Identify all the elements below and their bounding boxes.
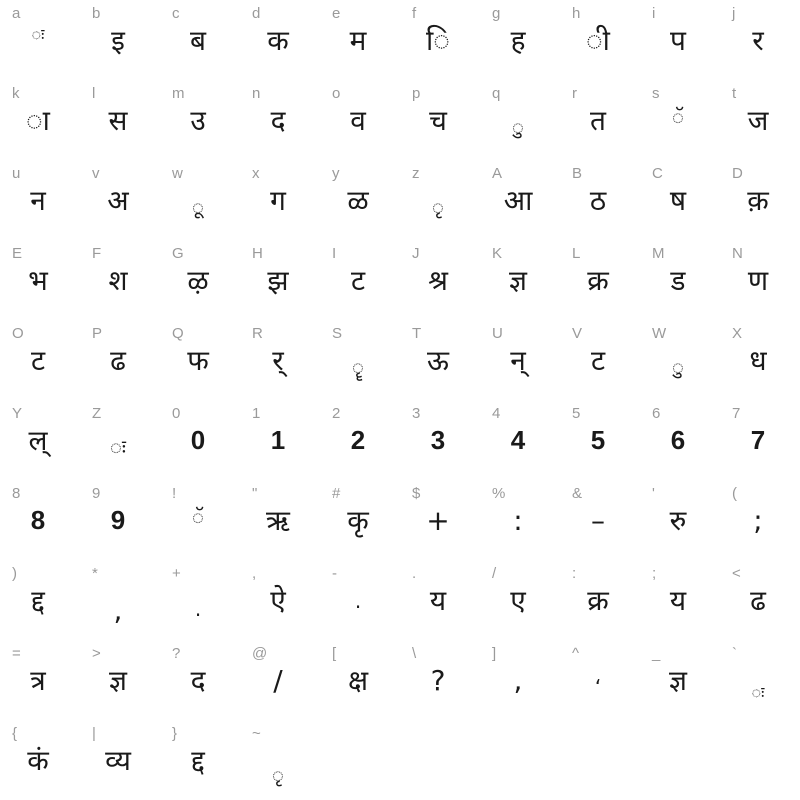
glyph-render: आ <box>503 184 533 217</box>
glyph-render: 8 <box>30 505 46 535</box>
glyph-cell[interactable] <box>246 160 326 240</box>
glyph-render: ‘ <box>594 675 602 699</box>
glyph-render: अ <box>107 184 129 217</box>
glyph-render: ट <box>350 264 366 297</box>
glyph-render: द <box>190 664 206 697</box>
glyph-render: भ <box>28 264 48 297</box>
glyph-render: श्र <box>428 264 448 297</box>
glyph-cell[interactable] <box>726 320 800 400</box>
key-label: ` <box>732 645 737 662</box>
key-label: b <box>92 5 101 22</box>
glyph-cell[interactable] <box>246 640 326 720</box>
glyph-render: कृ <box>347 504 369 537</box>
glyph-cell[interactable] <box>566 80 646 160</box>
glyph-cell[interactable] <box>86 480 166 560</box>
glyph-cell[interactable] <box>326 80 406 160</box>
key-label: X <box>732 325 743 342</box>
glyph-render: ढ <box>750 584 766 617</box>
glyph-render: क़ <box>747 184 769 217</box>
glyph-render: इ <box>111 24 125 57</box>
glyph-cell[interactable] <box>646 0 726 80</box>
key-label: y <box>332 165 340 182</box>
glyph-render: श <box>108 264 128 297</box>
glyph-cell[interactable] <box>6 400 86 480</box>
glyph-cell[interactable] <box>246 480 326 560</box>
glyph-render: ऋ <box>266 504 290 537</box>
glyph-cell[interactable] <box>326 160 406 240</box>
key-label: 6 <box>652 405 661 422</box>
glyph-cell[interactable] <box>566 240 646 320</box>
glyph-cell[interactable] <box>486 160 566 240</box>
glyph-cell[interactable] <box>646 80 726 160</box>
glyph-render: ? <box>430 664 446 697</box>
glyph-cell[interactable] <box>326 240 406 320</box>
glyph-render: झ <box>267 264 289 297</box>
glyph-render: ष <box>669 184 687 217</box>
key-label: F <box>92 245 102 262</box>
glyph-render: ल् <box>28 424 48 457</box>
key-label: + <box>172 565 181 582</box>
glyph-cell[interactable] <box>6 160 86 240</box>
glyph-render: क <box>267 24 289 57</box>
glyph-render: ड <box>670 264 686 297</box>
key-label: ? <box>172 645 181 662</box>
key-label: H <box>252 245 263 262</box>
glyph-render: र् <box>272 344 284 377</box>
glyph-cell[interactable] <box>486 480 566 560</box>
glyph-render: 4 <box>510 425 526 455</box>
key-label: . <box>412 565 417 582</box>
glyph-render: ट <box>30 344 46 377</box>
key-label: = <box>12 645 21 662</box>
glyph-cell[interactable] <box>166 80 246 160</box>
key-label: s <box>652 85 660 102</box>
glyph-render: कं <box>27 744 49 777</box>
glyph-cell[interactable] <box>6 720 86 800</box>
key-label: , <box>252 565 257 582</box>
key-label: Z <box>92 405 102 422</box>
glyph-cell[interactable] <box>486 640 566 720</box>
glyph-render: त <box>590 104 606 137</box>
glyph-render: ज्ञ <box>669 664 687 697</box>
glyph-render: त्र <box>30 664 46 697</box>
key-label: S <box>332 325 343 342</box>
key-label: 3 <box>412 405 421 422</box>
glyph-cell[interactable] <box>326 320 406 400</box>
glyph-cell[interactable] <box>166 560 246 640</box>
glyph-cell[interactable] <box>726 480 800 560</box>
glyph-render: ा <box>26 104 50 137</box>
key-label: { <box>12 725 18 742</box>
glyph-cell[interactable] <box>246 0 326 80</box>
key-label: z <box>412 165 420 182</box>
glyph-render: ग <box>270 184 286 217</box>
glyph-cell[interactable] <box>646 320 726 400</box>
glyph-render: च <box>429 104 447 137</box>
key-label: m <box>172 85 185 102</box>
key-label: D <box>732 165 743 182</box>
glyph-cell[interactable] <box>566 320 646 400</box>
glyph-render: 9 <box>110 505 126 535</box>
glyph-render: 7 <box>750 425 766 455</box>
glyph-cell[interactable] <box>166 320 246 400</box>
glyph-render: ृ <box>432 195 444 219</box>
key-label: O <box>12 325 24 342</box>
glyph-cell[interactable] <box>486 0 566 80</box>
key-label: P <box>92 325 103 342</box>
glyph-render: उ <box>190 104 206 137</box>
glyph-cell[interactable] <box>166 640 246 720</box>
glyph-cell[interactable] <box>406 480 486 560</box>
key-label: ~ <box>252 725 261 742</box>
key-label: ] <box>492 645 497 662</box>
glyph-cell[interactable] <box>646 240 726 320</box>
key-label: J <box>412 245 420 262</box>
glyph-render: ऐ <box>270 584 286 617</box>
glyph-cell[interactable] <box>86 560 166 640</box>
glyph-render: य <box>669 584 687 617</box>
glyph-render: 6 <box>670 425 686 455</box>
glyph-cell[interactable] <box>406 240 486 320</box>
glyph-render: ज <box>747 104 769 137</box>
glyph-cell[interactable] <box>566 0 646 80</box>
key-label: W <box>652 325 667 342</box>
key-label: % <box>492 485 506 502</box>
glyph-render: व <box>350 104 366 137</box>
glyph-cell[interactable] <box>566 640 646 720</box>
glyph-render: ृ <box>272 763 284 787</box>
glyph-render: द्द <box>191 744 205 777</box>
key-label: : <box>572 565 577 582</box>
glyph-cell[interactable] <box>406 320 486 400</box>
glyph-cell[interactable] <box>6 480 86 560</box>
glyph-cell[interactable] <box>6 320 86 400</box>
key-label: t <box>732 85 737 102</box>
key-label: T <box>412 325 422 342</box>
glyph-render: ; <box>753 504 763 537</box>
glyph-cell[interactable] <box>246 400 326 480</box>
glyph-render: ठ <box>589 184 607 217</box>
glyph-render: 3 <box>430 425 446 455</box>
glyph-cell[interactable] <box>86 0 166 80</box>
glyph-render: ध <box>749 344 767 377</box>
key-label: } <box>172 725 178 742</box>
key-label: f <box>412 5 417 22</box>
glyph-render: · <box>194 603 202 627</box>
key-label: e <box>332 5 341 22</box>
glyph-render: य <box>429 584 447 617</box>
glyph-render: ू <box>192 195 204 219</box>
glyph-cell[interactable] <box>726 80 800 160</box>
glyph-render: – <box>591 504 605 537</box>
glyph-cell[interactable] <box>406 0 486 80</box>
glyph-cell[interactable] <box>6 80 86 160</box>
glyph-render: म <box>349 24 367 57</box>
glyph-cell[interactable] <box>6 640 86 720</box>
glyph-cell[interactable] <box>6 560 86 640</box>
glyph-cell[interactable] <box>246 80 326 160</box>
key-label: k <box>12 85 20 102</box>
glyph-render: ः <box>110 435 126 459</box>
key-label: r <box>572 85 577 102</box>
glyph-cell[interactable] <box>646 480 726 560</box>
key-label: [ <box>332 645 337 662</box>
glyph-render: , <box>113 594 123 627</box>
glyph-cell[interactable] <box>726 400 800 480</box>
key-label: $ <box>412 485 421 502</box>
key-label: o <box>332 85 341 102</box>
key-label: " <box>252 485 258 502</box>
glyph-render: ऴ <box>187 264 209 297</box>
key-label: ) <box>12 565 17 582</box>
key-label: ' <box>652 485 655 502</box>
key-label: | <box>92 725 96 742</box>
key-label: - <box>332 565 337 582</box>
glyph-cell[interactable] <box>6 0 86 80</box>
glyph-render: , <box>513 664 523 697</box>
glyph-render: प <box>670 24 686 57</box>
glyph-cell[interactable] <box>486 80 566 160</box>
glyph-render: ॅ <box>192 505 204 529</box>
glyph-cell[interactable] <box>326 0 406 80</box>
glyph-cell[interactable] <box>6 240 86 320</box>
key-label: _ <box>652 645 661 662</box>
key-label: > <box>92 645 101 662</box>
key-label: 0 <box>172 405 181 422</box>
key-label: i <box>652 5 656 22</box>
glyph-render: द <box>270 104 286 137</box>
glyph-cell[interactable] <box>646 560 726 640</box>
glyph-render: : <box>513 504 523 537</box>
glyph-render: 1 <box>270 425 286 455</box>
key-label: E <box>12 245 23 262</box>
glyph-cell[interactable] <box>406 80 486 160</box>
glyph-cell[interactable] <box>726 240 800 320</box>
glyph-render: ण <box>747 264 769 297</box>
key-label: l <box>92 85 96 102</box>
glyph-cell[interactable] <box>86 80 166 160</box>
glyph-cell[interactable] <box>86 320 166 400</box>
glyph-cell[interactable] <box>326 400 406 480</box>
key-label: N <box>732 245 743 262</box>
key-label: d <box>252 5 261 22</box>
glyph-cell[interactable] <box>86 160 166 240</box>
key-label: / <box>492 565 497 582</box>
glyph-render: ळ <box>347 184 369 217</box>
key-label: < <box>732 565 741 582</box>
glyph-cell[interactable] <box>486 400 566 480</box>
glyph-render: न <box>30 184 46 217</box>
key-label: * <box>92 565 98 582</box>
key-label: x <box>252 165 260 182</box>
key-label: & <box>572 485 583 502</box>
glyph-render: ॄ <box>352 355 364 379</box>
glyph-cell[interactable] <box>86 640 166 720</box>
glyph-render: रु <box>669 504 687 537</box>
glyph-cell[interactable] <box>486 320 566 400</box>
glyph-render: 5 <box>590 425 606 455</box>
glyph-cell[interactable] <box>726 640 800 720</box>
key-label: ( <box>732 485 737 502</box>
glyph-render: व्य <box>105 744 131 777</box>
glyph-cell[interactable] <box>566 400 646 480</box>
glyph-render: ट <box>590 344 606 377</box>
glyph-cell[interactable] <box>726 0 800 80</box>
glyph-render: क्र <box>587 264 609 297</box>
glyph-render: फ <box>187 344 209 377</box>
key-label: a <box>12 5 21 22</box>
glyph-cell[interactable] <box>246 240 326 320</box>
glyph-render: 0 <box>190 425 206 455</box>
glyph-cell[interactable] <box>646 160 726 240</box>
key-label: A <box>492 165 503 182</box>
key-label: K <box>492 245 503 262</box>
key-label: w <box>172 165 183 182</box>
key-label: I <box>332 245 337 262</box>
key-label: q <box>492 85 501 102</box>
glyph-render: द्द <box>31 584 45 617</box>
glyph-cell[interactable] <box>326 640 406 720</box>
key-label: 5 <box>572 405 581 422</box>
glyph-render: ब <box>190 24 206 57</box>
key-label: 8 <box>12 485 21 502</box>
glyph-cell[interactable] <box>406 560 486 640</box>
glyph-cell[interactable] <box>406 400 486 480</box>
glyph-render: र <box>752 24 764 57</box>
key-label: Q <box>172 325 184 342</box>
glyph-render: ी <box>586 24 610 57</box>
glyph-cell[interactable] <box>486 560 566 640</box>
key-label: 9 <box>92 485 101 502</box>
glyph-render: ढ <box>110 344 126 377</box>
glyph-render: · <box>354 595 362 619</box>
key-label: g <box>492 5 501 22</box>
glyph-render: ए <box>510 584 526 617</box>
glyph-render: क्ष <box>347 664 369 697</box>
glyph-render: ु <box>512 115 524 139</box>
key-label: v <box>92 165 100 182</box>
glyph-cell[interactable] <box>566 560 646 640</box>
key-label: 1 <box>252 405 261 422</box>
glyph-render: ु <box>672 355 684 379</box>
glyph-cell[interactable] <box>406 640 486 720</box>
key-label: h <box>572 5 581 22</box>
key-label: 4 <box>492 405 501 422</box>
glyph-render: ॅ <box>672 105 684 129</box>
key-label: V <box>572 325 583 342</box>
glyph-cell[interactable] <box>326 480 406 560</box>
glyph-cell[interactable] <box>246 560 326 640</box>
key-label: 7 <box>732 405 741 422</box>
key-label: Y <box>12 405 23 422</box>
glyph-cell[interactable] <box>246 320 326 400</box>
glyph-cell[interactable] <box>646 400 726 480</box>
key-label: u <box>12 165 21 182</box>
key-label: ^ <box>572 645 580 662</box>
key-label: @ <box>252 645 268 662</box>
glyph-cell[interactable] <box>86 400 166 480</box>
key-label: n <box>252 85 261 102</box>
key-label: M <box>652 245 665 262</box>
glyph-render: क्र <box>587 584 609 617</box>
key-label: B <box>572 165 583 182</box>
glyph-cell[interactable] <box>326 560 406 640</box>
glyph-cell[interactable] <box>566 160 646 240</box>
glyph-cell[interactable] <box>86 240 166 320</box>
glyph-render: न् <box>510 344 526 377</box>
key-label: j <box>732 5 736 22</box>
glyph-render: + <box>426 504 450 537</box>
key-label: \ <box>412 645 417 662</box>
glyph-render: ि <box>426 24 450 57</box>
key-label: p <box>412 85 421 102</box>
glyph-cell[interactable] <box>726 560 800 640</box>
glyph-render: स <box>108 104 128 137</box>
key-label: c <box>172 5 180 22</box>
key-label: ! <box>172 485 177 502</box>
glyph-cell[interactable] <box>646 640 726 720</box>
glyph-render: ह <box>510 24 526 57</box>
glyph-cell[interactable] <box>166 480 246 560</box>
glyph-cell[interactable] <box>406 160 486 240</box>
key-label: U <box>492 325 503 342</box>
key-label: L <box>572 245 581 262</box>
glyph-render: ज्ञ <box>509 264 527 297</box>
glyph-cell[interactable] <box>166 0 246 80</box>
glyph-render: ज्ञ <box>109 664 127 697</box>
glyph-cell[interactable] <box>86 720 166 800</box>
key-label: C <box>652 165 663 182</box>
glyph-cell[interactable] <box>166 400 246 480</box>
glyph-cell[interactable] <box>166 240 246 320</box>
glyph-render: ः <box>751 683 765 702</box>
key-label: R <box>252 325 263 342</box>
key-label: 2 <box>332 405 341 422</box>
glyph-cell[interactable] <box>246 720 326 800</box>
glyph-cell[interactable] <box>726 160 800 240</box>
glyph-render: ऊ <box>427 344 449 377</box>
glyph-cell[interactable] <box>166 720 246 800</box>
glyph-render: 2 <box>350 425 366 455</box>
key-label: # <box>332 485 341 502</box>
glyph-cell[interactable] <box>566 480 646 560</box>
glyph-cell[interactable] <box>166 160 246 240</box>
glyph-cell[interactable] <box>486 240 566 320</box>
glyph-render: ः <box>31 25 45 44</box>
key-label: ; <box>652 565 657 582</box>
key-label: G <box>172 245 184 262</box>
glyph-render: / <box>273 664 283 697</box>
